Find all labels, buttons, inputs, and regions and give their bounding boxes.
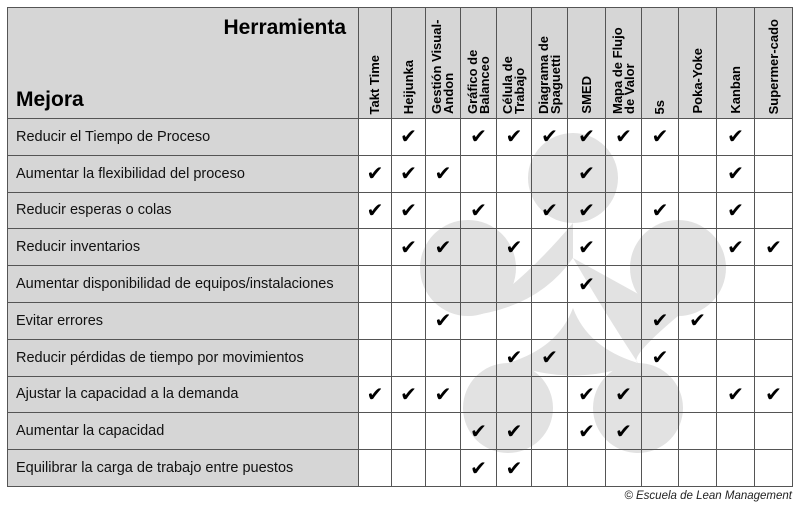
empty-cell (755, 413, 793, 450)
tool-header-label: Kanban (727, 66, 743, 114)
empty-cell (717, 266, 755, 303)
empty-cell (642, 450, 679, 487)
empty-cell (679, 229, 717, 266)
empty-cell (532, 413, 568, 450)
checkmark-icon: ✔ (606, 119, 642, 156)
header-row (8, 8, 793, 119)
empty-cell (717, 450, 755, 487)
empty-cell (497, 192, 532, 229)
checkmark-icon: ✔ (568, 192, 606, 229)
checkmark-icon: ✔ (755, 229, 793, 266)
checkmark-icon: ✔ (461, 192, 497, 229)
empty-cell (392, 413, 426, 450)
tool-header-label: Gráfico de Balanceo (464, 49, 492, 114)
checkmark-icon: ✔ (717, 192, 755, 229)
empty-cell (679, 119, 717, 156)
improvement-label: Equilibrar la carga de trabajo entre puestos (8, 450, 359, 487)
tool-header (497, 8, 532, 119)
table-row (8, 339, 793, 376)
tool-header-label: Gestión Visual-Andon (429, 19, 456, 114)
improvement-label: Reducir inventarios (8, 229, 359, 266)
empty-cell (532, 266, 568, 303)
empty-cell (717, 413, 755, 450)
empty-cell (606, 229, 642, 266)
checkmark-icon: ✔ (717, 119, 755, 156)
checkmark-icon: ✔ (606, 413, 642, 450)
checkmark-icon: ✔ (392, 192, 426, 229)
tool-header-label: Takt Time (367, 54, 382, 114)
table-row (8, 119, 793, 156)
empty-cell (497, 266, 532, 303)
tool-header-label: SMED (578, 76, 594, 114)
empty-cell (532, 229, 568, 266)
checkmark-icon: ✔ (568, 229, 606, 266)
empty-cell (426, 192, 461, 229)
empty-cell (497, 302, 532, 339)
checkmark-icon: ✔ (359, 155, 392, 192)
checkmark-icon: ✔ (426, 302, 461, 339)
empty-cell (755, 155, 793, 192)
tool-header-label: Poka-Yoke (689, 48, 705, 114)
checkmark-icon: ✔ (461, 450, 497, 487)
empty-cell (532, 376, 568, 413)
corner-header (8, 8, 359, 119)
empty-cell (359, 413, 392, 450)
tool-header (461, 8, 497, 119)
empty-cell (426, 119, 461, 156)
empty-cell (392, 302, 426, 339)
tool-header (568, 8, 606, 119)
empty-cell (392, 339, 426, 376)
checkmark-icon: ✔ (392, 119, 426, 156)
tool-header-label: 5s (652, 99, 667, 114)
checkmark-icon: ✔ (568, 119, 606, 156)
empty-cell (461, 229, 497, 266)
empty-cell (461, 155, 497, 192)
empty-cell (755, 266, 793, 303)
checkmark-icon: ✔ (755, 376, 793, 413)
empty-cell (426, 266, 461, 303)
lean-tools-matrix (7, 7, 793, 487)
checkmark-icon: ✔ (568, 376, 606, 413)
empty-cell (392, 266, 426, 303)
improvement-label: Aumentar la flexibilidad del proceso (8, 155, 359, 192)
checkmark-icon: ✔ (717, 229, 755, 266)
checkmark-icon: ✔ (642, 192, 679, 229)
tool-header-label: Célula de Trabajo (500, 56, 527, 114)
empty-cell (642, 413, 679, 450)
tool-header-label: Diagrama de Spaguetti (535, 35, 563, 114)
tool-header-label: Heijunka (400, 59, 416, 114)
improvement-label: Aumentar disponibilidad de equipos/instalaciones (8, 266, 359, 303)
table-row (8, 413, 793, 450)
checkmark-icon: ✔ (568, 413, 606, 450)
checkmark-icon: ✔ (392, 229, 426, 266)
checkmark-icon: ✔ (392, 155, 426, 192)
empty-cell (755, 339, 793, 376)
empty-cell (568, 339, 606, 376)
tool-header (392, 8, 426, 119)
tool-header (755, 8, 793, 119)
empty-cell (642, 376, 679, 413)
checkmark-icon: ✔ (568, 155, 606, 192)
empty-cell (606, 266, 642, 303)
checkmark-icon: ✔ (642, 302, 679, 339)
tool-header (426, 8, 461, 119)
improvement-label: Aumentar la capacidad (8, 413, 359, 450)
empty-cell (359, 266, 392, 303)
empty-cell (426, 450, 461, 487)
table-row (8, 450, 793, 487)
checkmark-icon: ✔ (679, 302, 717, 339)
improvement-label: Reducir esperas o colas (8, 192, 359, 229)
empty-cell (755, 302, 793, 339)
tool-axis-label: Herramienta (223, 16, 346, 39)
checkmark-icon: ✔ (717, 155, 755, 192)
empty-cell (532, 302, 568, 339)
improvement-label: Ajustar la capacidad a la demanda (8, 376, 359, 413)
empty-cell (679, 339, 717, 376)
table-row (8, 192, 793, 229)
empty-cell (606, 339, 642, 376)
empty-cell (642, 155, 679, 192)
checkmark-icon: ✔ (606, 376, 642, 413)
empty-cell (426, 413, 461, 450)
empty-cell (461, 302, 497, 339)
empty-cell (679, 155, 717, 192)
empty-cell (606, 302, 642, 339)
checkmark-icon: ✔ (532, 119, 568, 156)
empty-cell (461, 339, 497, 376)
empty-cell (679, 413, 717, 450)
checkmark-icon: ✔ (717, 376, 755, 413)
checkmark-icon: ✔ (461, 413, 497, 450)
empty-cell (497, 155, 532, 192)
empty-cell (359, 119, 392, 156)
empty-cell (359, 229, 392, 266)
improvement-label: Reducir el Tiempo de Proceso (8, 119, 359, 156)
empty-cell (755, 192, 793, 229)
tool-header (679, 8, 717, 119)
checkmark-icon: ✔ (426, 376, 461, 413)
checkmark-icon: ✔ (426, 229, 461, 266)
tool-header (717, 8, 755, 119)
improvement-label: Evitar errores (8, 302, 359, 339)
empty-cell (392, 450, 426, 487)
empty-cell (755, 450, 793, 487)
empty-cell (497, 376, 532, 413)
empty-cell (642, 266, 679, 303)
checkmark-icon: ✔ (642, 119, 679, 156)
table-row (8, 376, 793, 413)
empty-cell (606, 192, 642, 229)
table-row (8, 302, 793, 339)
empty-cell (568, 302, 606, 339)
empty-cell (679, 192, 717, 229)
empty-cell (606, 155, 642, 192)
tool-header (606, 8, 642, 119)
empty-cell (426, 339, 461, 376)
checkmark-icon: ✔ (532, 339, 568, 376)
checkmark-icon: ✔ (359, 376, 392, 413)
table-row (8, 266, 793, 303)
empty-cell (642, 229, 679, 266)
checkmark-icon: ✔ (497, 339, 532, 376)
empty-cell (717, 339, 755, 376)
empty-cell (532, 450, 568, 487)
checkmark-icon: ✔ (497, 119, 532, 156)
empty-cell (679, 376, 717, 413)
empty-cell (532, 155, 568, 192)
empty-cell (679, 266, 717, 303)
checkmark-icon: ✔ (426, 155, 461, 192)
empty-cell (359, 302, 392, 339)
improvement-label: Reducir pérdidas de tiempo por movimientos (8, 339, 359, 376)
empty-cell (359, 339, 392, 376)
table-row (8, 229, 793, 266)
checkmark-icon: ✔ (532, 192, 568, 229)
empty-cell (461, 266, 497, 303)
checkmark-icon: ✔ (642, 339, 679, 376)
empty-cell (606, 450, 642, 487)
empty-cell (679, 450, 717, 487)
empty-cell (359, 450, 392, 487)
empty-cell (717, 302, 755, 339)
checkmark-icon: ✔ (497, 450, 532, 487)
improvement-axis-label: Mejora (16, 88, 84, 111)
tool-header (532, 8, 568, 119)
tool-header-label: Supermer-cado (765, 18, 781, 114)
checkmark-icon: ✔ (497, 229, 532, 266)
empty-cell (568, 450, 606, 487)
checkmark-icon: ✔ (461, 119, 497, 156)
checkmark-icon: ✔ (497, 413, 532, 450)
empty-cell (755, 119, 793, 156)
tool-header (642, 8, 679, 119)
table-row (8, 155, 793, 192)
checkmark-icon: ✔ (392, 376, 426, 413)
checkmark-icon: ✔ (568, 266, 606, 303)
checkmark-icon: ✔ (359, 192, 392, 229)
copyright-footer: © Escuela de Lean Management (624, 490, 792, 502)
empty-cell (461, 376, 497, 413)
tool-header (359, 8, 392, 119)
tool-header-label: Mapa de Flujo de Valor (609, 27, 637, 114)
